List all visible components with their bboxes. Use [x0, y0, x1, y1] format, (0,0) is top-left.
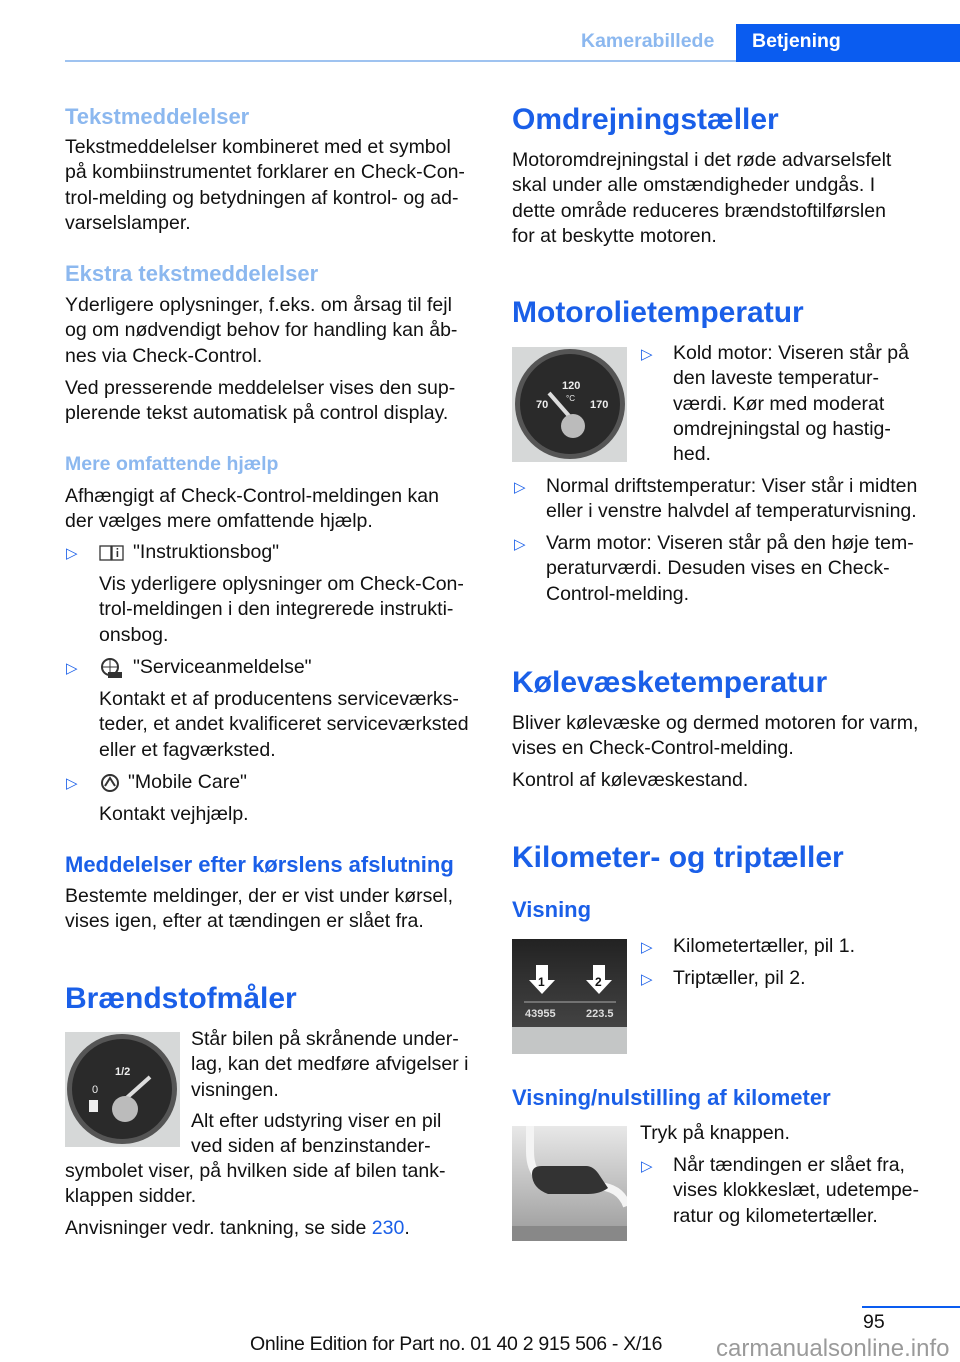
- list-item: [673, 1153, 919, 1229]
- paragraph: [191, 1027, 468, 1103]
- gauge-half-label: 1/2: [115, 1066, 131, 1078]
- odometer-value: 43955: [525, 1008, 556, 1020]
- gauge-zero-label: 0: [92, 1084, 99, 1096]
- tab-betjening-label: Betjening: [752, 30, 841, 52]
- text-line: Motoromdrejningstal i det røde advarselsfelt: [512, 149, 892, 171]
- gauge-label-120: 120: [562, 380, 581, 392]
- text-line: for at beskytte motoren.: [512, 224, 717, 247]
- text-line: Bestemte meldinger, der er vist under kørsel,: [65, 885, 453, 907]
- text-line: Tekstmeddelelser kombineret med et symbol: [65, 136, 451, 158]
- paragraph: [191, 1109, 441, 1160]
- heading-mere-omfattende-hjaelp: Mere omfattende hjælp: [65, 453, 279, 475]
- gauge-unit: °C: [566, 394, 575, 403]
- mobile-care-icon: [99, 772, 121, 794]
- list-item: [673, 341, 909, 467]
- text-line: Varm motor: Viseren står på den høje tem-: [546, 532, 914, 554]
- text-line: symbolet viser, på hvilken side af bilen tank-: [65, 1160, 446, 1182]
- paragraph: [65, 376, 455, 427]
- text-line: omdrejningstal og hastig-: [673, 417, 891, 440]
- footer-divider: [862, 1306, 960, 1308]
- text-line: nes via Check-Control.: [65, 344, 263, 367]
- text-line: vises en Check-Control-melding.: [512, 737, 794, 760]
- paragraph: [65, 884, 453, 935]
- fuel-gauge-image: [65, 1032, 180, 1147]
- watermark: carmanualsonline.info: [716, 1335, 950, 1362]
- text-line: dette område reduceres brændstoftilførslen: [512, 199, 886, 222]
- bullet-icon: ▷: [66, 660, 78, 677]
- item-text: [99, 687, 469, 763]
- heading-ekstra-tekstmeddelelser: Ekstra tekstmeddelelser: [65, 261, 319, 286]
- bullet-icon: ▷: [514, 479, 526, 496]
- text-line: hed.: [673, 443, 711, 466]
- heading-kolevaesketemperatur: Kølevæsketemperatur: [512, 666, 828, 699]
- text-line: klappen sidder.: [65, 1185, 197, 1208]
- text-line: ved siden af benzinstander-: [191, 1135, 431, 1158]
- text-line: Afhængigt af Check-Control-meldingen kan: [65, 485, 439, 507]
- paragraph: [512, 768, 748, 793]
- list-item: [546, 531, 914, 607]
- reference-end: .: [404, 1217, 410, 1239]
- text-line: på kombiinstrumentet forklarer en Check-Con-: [65, 161, 465, 184]
- bullet-icon: ▷: [66, 775, 78, 792]
- text-line: vises igen, efter at tændingen er slået fra.: [65, 910, 424, 933]
- bullet-icon: ▷: [641, 939, 653, 956]
- text-line: ratur og kilometertæller.: [673, 1204, 878, 1227]
- text-line: lag, kan det medføre afvigelser i: [191, 1053, 469, 1076]
- book-info-icon: [99, 544, 125, 562]
- text-line: Bliver kølevæske og dermed motoren for varm,: [512, 712, 919, 734]
- heading-braendstofmaaler: Brændstofmåler: [65, 982, 297, 1015]
- text-line: Kontakt et af producentens serviceværks-: [99, 688, 459, 710]
- text-line: værdi. Kør med moderat: [673, 392, 885, 415]
- text-line: skal under alle omstændigheder undgås. I: [512, 174, 876, 197]
- text-line: Normal driftstemperatur: Viser står i midten: [546, 475, 918, 497]
- heading-motorolietemperatur: Motorolietemperatur: [512, 296, 804, 329]
- text-line: visningen.: [191, 1078, 279, 1101]
- header-divider: [65, 60, 736, 62]
- text-line: Vis yderligere oplysninger om Check-Con-: [99, 573, 464, 595]
- odometer-display-image: [512, 939, 627, 1054]
- text-line: og om nødvendigt behov for handling kan åb-: [65, 319, 458, 342]
- text-line: Alt efter udstyring viser en pil: [191, 1110, 442, 1132]
- tanking-reference: [65, 1216, 410, 1241]
- text-line: der vælges mere omfattende hjælp.: [65, 510, 373, 533]
- gauge-label-170: 170: [590, 399, 609, 411]
- bullet-icon: ▷: [641, 971, 653, 988]
- item-text: [99, 802, 249, 827]
- text-line: eller i venstre halvdel af temperaturvisning.: [546, 500, 917, 523]
- bullet-icon: ▷: [641, 1158, 653, 1175]
- bullet-icon: ▷: [66, 545, 78, 562]
- bullet-icon: ▷: [514, 536, 526, 553]
- text-line: peraturværdi. Desuden vises en Check-: [546, 557, 890, 580]
- text-line: Står bilen på skrånende under-: [191, 1028, 459, 1050]
- paragraph: [512, 148, 891, 249]
- item-instruktionsbog-label: "Instruktionsbog": [133, 541, 280, 563]
- arrow-2-label: 2: [595, 975, 602, 989]
- paragraph: [65, 1159, 445, 1210]
- list-item: Kilometertæller, pil 1.: [673, 935, 856, 957]
- trip-value: 223.5: [586, 1008, 614, 1020]
- text-line: Kold motor: Viseren står på: [673, 342, 909, 364]
- bullet-icon: ▷: [641, 346, 653, 363]
- oil-temperature-gauge-image: [512, 347, 627, 462]
- text-line: vises klokkeslæt, udetempe-: [673, 1179, 920, 1202]
- page-link-230[interactable]: 230: [371, 1217, 405, 1239]
- text-line: den laveste temperatur-: [673, 367, 879, 390]
- list-item: [546, 474, 917, 525]
- heading-visning: Visning: [512, 897, 592, 922]
- text-line: varselslamper.: [65, 211, 191, 234]
- text-line: plerende tekst automatisk på control display.: [65, 402, 449, 425]
- text-line: Kontakt vejhjælp.: [99, 803, 249, 825]
- text-line: Control-melding.: [546, 582, 690, 605]
- heading-meddelelser-efter-korslens-afslutning: Meddelelser efter kørslens afslutning: [65, 852, 454, 877]
- list-item: Triptæller, pil 2.: [673, 967, 806, 989]
- text-line: Kontrol af kølevæskestand.: [512, 769, 749, 791]
- item-mobile-care-label: "Mobile Care": [128, 771, 247, 793]
- text-line: Når tændingen er slået fra,: [673, 1154, 905, 1176]
- heading-tekstmeddelelser: Tekstmeddelelser: [65, 104, 250, 129]
- heading-visning-nulstilling: Visning/nulstilling af kilometer: [512, 1085, 831, 1110]
- edition-text: Online Edition for Part no. 01 40 2 915 506 - X/16: [250, 1333, 663, 1355]
- arrow-1-label: 1: [538, 975, 545, 989]
- item-serviceanmeldelse-label: "Serviceanmeldelse": [133, 656, 312, 678]
- paragraph: [65, 484, 439, 535]
- text-line: onsbog.: [99, 623, 169, 646]
- text-line: Yderligere oplysninger, f.eks. om årsag til fejl: [65, 294, 452, 316]
- text-line: Ved presserende meddelelser vises den sup-: [65, 377, 456, 399]
- paragraph: [65, 293, 457, 369]
- text-line: teder, et andet kvalificeret serviceværksted: [99, 713, 469, 736]
- gauge-label-70: 70: [536, 399, 549, 411]
- paragraph: [65, 135, 465, 236]
- heading-omdrejningstaeller: Omdrejningstæller: [512, 103, 779, 136]
- tab-betjening[interactable]: [736, 24, 960, 62]
- paragraph: [512, 711, 918, 762]
- tab-kamerabillede[interactable]: Kamerabillede: [581, 30, 715, 52]
- text-line: trol-meldingen i den integrerede instrukti-: [99, 598, 454, 621]
- text-line: trol-melding og betydningen af kontrol- og ad-: [65, 186, 459, 209]
- item-text: [99, 572, 464, 648]
- heading-kilometer-og-triptaeller: Kilometer- og triptæller: [512, 841, 844, 874]
- paragraph: Tryk på knappen.: [640, 1122, 790, 1144]
- reference-text: Anvisninger vedr. tankning, se side: [65, 1217, 372, 1239]
- page-number: 95: [863, 1311, 885, 1333]
- bmw-service-icon: [99, 657, 125, 679]
- reset-button-image: [512, 1126, 627, 1241]
- text-line: eller et fagværksted.: [99, 738, 276, 761]
